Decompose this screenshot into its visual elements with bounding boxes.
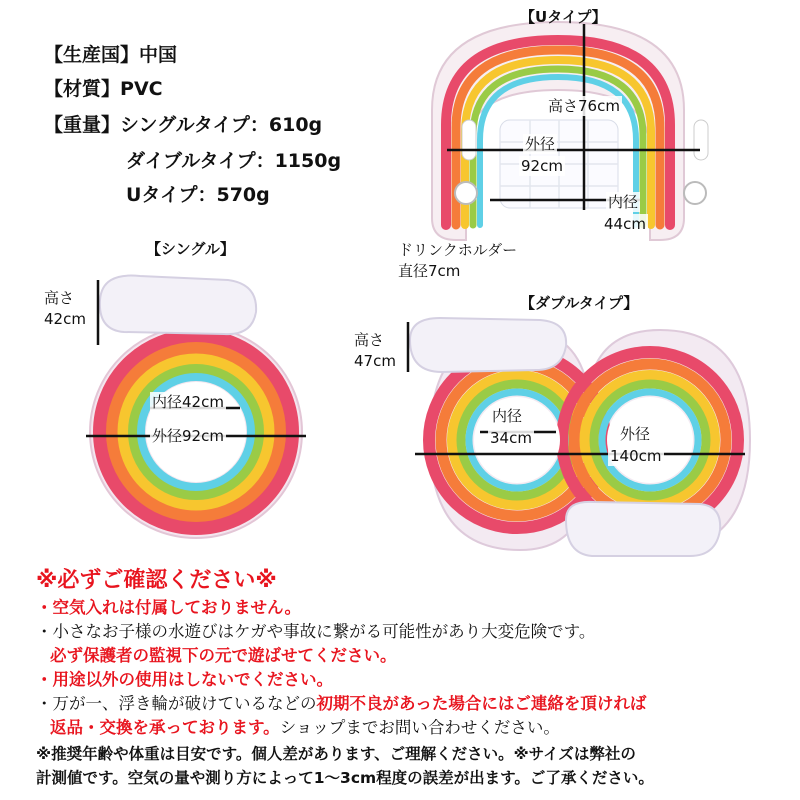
warning-returns-contact: ショップまでお問い合わせください。	[279, 718, 560, 737]
double-float-image	[408, 318, 750, 556]
double-height-label: 高さ	[354, 331, 385, 349]
warning-returns	[50, 716, 560, 740]
spec-weight	[44, 108, 322, 142]
single-title: 【シングル】	[146, 240, 235, 258]
spec-weight-label: 【重量】	[44, 114, 121, 136]
u-type-outer-label: 外径	[525, 135, 556, 153]
double-title: 【ダブルタイプ】	[520, 294, 639, 312]
warning-defect	[36, 692, 646, 716]
single-height-value: 42cm	[44, 310, 86, 328]
footnote-line-2: 計測値です。空気の量や測り方によって1〜3cm程度の誤差が出ます。ご了承ください。	[36, 769, 654, 787]
spec-material	[44, 72, 163, 106]
u-type-title: 【Uタイプ】	[520, 8, 607, 26]
warning-returns-accepted: 返品・交換を承っております。	[50, 718, 280, 737]
u-type-holder-label: ドリンクホルダー	[398, 241, 518, 259]
u-type-float-image	[432, 22, 708, 240]
spec-material-label: 【材質】	[44, 78, 121, 100]
spec-origin-label: 【生産国】	[44, 44, 140, 66]
warning-usage: ・用途以外の使用はしないでください。	[36, 670, 333, 689]
double-inner-value: 34cm	[490, 429, 532, 447]
single-height-label: 高さ	[44, 289, 75, 307]
spec-weight-u: Uタイプ：570g	[126, 184, 270, 206]
double-outer-label: 外径	[620, 425, 651, 443]
spec-weight-double: ダイブルタイプ：1150g	[126, 150, 342, 172]
u-type-inner-value: 44cm	[604, 215, 646, 233]
spec-material-value: PVC	[120, 78, 163, 100]
spec-weight-single: シングルタイプ：610g	[120, 114, 323, 136]
double-outer-value: 140cm	[610, 447, 662, 465]
u-type-height: 高さ76cm	[548, 97, 620, 115]
warning-danger: ・小さなお子様の水遊びはケガや事故に繋がる可能性があり大変危険です。	[36, 622, 596, 641]
footnote-line-1: ※推奨年齢や体重は目安です。個人差があります、ご理解ください。※サイズは弊社の	[36, 745, 636, 763]
single-outer-diameter: 外径92cm	[152, 427, 224, 445]
warning-supervision: 必ず保護者の監視下の元で遊ばせてください。	[50, 646, 397, 665]
double-inner-label: 内径	[492, 407, 523, 425]
u-type-holder-size: 直径7cm	[398, 262, 461, 280]
single-inner-diameter: 内径42cm	[152, 393, 224, 411]
u-type-inner-label: 内径	[608, 193, 639, 211]
warning-no-pump: ・空気入れは付属しておりません。	[36, 598, 301, 617]
double-height-value: 47cm	[354, 352, 396, 370]
warning-defect-intro: ・万が一、浮き輪が破けているなどの	[36, 694, 317, 713]
spec-origin	[44, 38, 177, 72]
u-type-outer-value: 92cm	[521, 157, 563, 175]
warning-defect-contact: 初期不良があった場合にはご連絡を頂ければ	[316, 694, 647, 713]
spec-origin-value: 中国	[139, 44, 178, 66]
warning-title: ※必ずご確認ください※	[36, 568, 277, 593]
